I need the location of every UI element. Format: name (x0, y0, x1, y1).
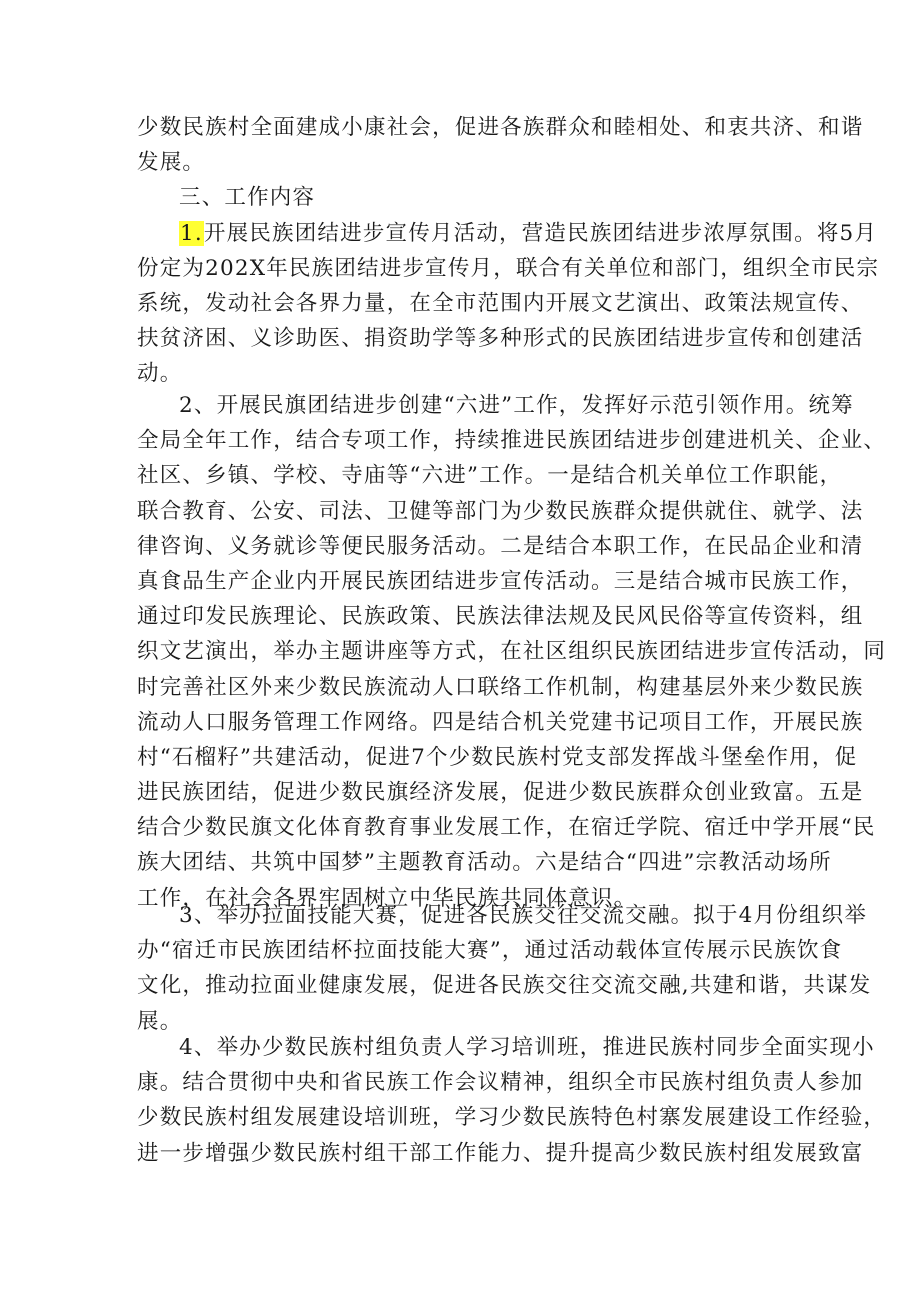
paragraph-line: 扶贫济困、义诊助医、捐资助学等多种形式的民族团结进步宣传和创建活 (137, 326, 864, 352)
paragraph-line: 律咨询、义务就诊等便民服务活动。二是结合本职工作，在民品企业和清 (137, 533, 864, 559)
paragraph-line: 工作，在社会各界牢固树立中华民族共同体意识。 (137, 885, 637, 911)
paragraph-line (137, 216, 878, 251)
paragraph-line: 进民族团结，促进少数民旗经济发展，促进少数民族群众创业致富。五是 (137, 780, 864, 806)
paragraph-line: 康。结合贯彻中央和省民族工作会议精神，组织全市民族村组负责人参加 (137, 1070, 864, 1096)
document-body (137, 110, 880, 392)
paragraph-line: 社区、乡镇、学校、寺庙等“六进”工作。一是结合机关单位工作职能， (137, 463, 843, 489)
paragraph-line: 通过印发民族理论、民族政策、民族法律法规及民风民俗等宣传资料，组 (137, 604, 864, 630)
paragraph-line: 全局全年工作，结合专项工作，持续推进民族团结进步创建进机关、企业、 (137, 428, 887, 454)
paragraph-line: 4、举办少数民族村组负责人学习培训班，推进民族村同步全面实现小 (179, 1035, 875, 1060)
paragraph-line: 村“石榴籽”共建活动，促进7个少数民族村党支部发挥战斗堡垒作用，促 (137, 744, 858, 770)
paragraph-line: 进一步增强少数民族村组干部工作能力、提升提高少数民族村组发展致富 (137, 1140, 864, 1166)
paragraph-line: 展。 (137, 1008, 183, 1034)
paragraph-line: 份定为202X年民族团结进步宣传月，联合有关单位和部门，组织全市民宗 (137, 255, 880, 281)
paragraph-line: 动。 (137, 361, 183, 387)
paragraph-line: 3、举办拉面技能大赛，促进各民族交往交流交融。拟于4月份组织举 (179, 903, 868, 928)
paragraph-line: 文化，推动拉面业健康发展，促进各民族交往交流交融,共建和谐，共谋发 (137, 973, 872, 999)
paragraph-text: 开展民族团结进步宣传月活动，营造民族团结进步浓厚氛围。将5月 (203, 220, 878, 246)
paragraph-line: 少数民族村全面建成小康社会，促进各族群众和睦相处、和衷共济、和谐 (137, 115, 864, 140)
paragraph-line: 流动人口服务管理工作网络。四是结合机关党建书记项目工作，开展民族 (137, 709, 864, 735)
paragraph-line: 2、开展民旗团结进步创建“六进”工作，发挥好示范引领作用。统筹 (179, 393, 854, 418)
document-body-4 (137, 1030, 887, 1171)
paragraph-line: 织文艺演出，举办主题讲座等方式，在社区组织民族团结进步宣传活动，同 (137, 639, 887, 665)
paragraph-line: 族大团结、共筑中国梦”主题教育活动。六是结合“四进”宗教活动场所 (137, 850, 832, 876)
document-body-3 (137, 898, 872, 1039)
paragraph-line: 系统，发动社会各界力量，在全市范围内开展文艺演出、政策法规宣传、 (137, 290, 864, 316)
paragraph-line: 办“宿迁市民族团结杯拉面技能大赛”，通过活动载体宣传展示民族饮食 (137, 938, 843, 964)
section-heading: 三、工作内容 (179, 185, 316, 211)
paragraph-line: 发展。 (137, 150, 206, 176)
paragraph-line: 结合少数民旗文化体育教育事业发展工作，在宿迁学院、宿迁中学开展“民 (137, 815, 876, 841)
highlighted-number: 1. (180, 220, 203, 246)
paragraph-line: 真食品生产企业内开展民族团结进步宣传活动。三是结合城市民族工作， (137, 568, 864, 594)
paragraph-line: 联合教育、公安、司法、卫健等部门为少数民族群众提供就住、就学、法 (137, 498, 864, 524)
paragraph-line: 少数民族村组发展建设培训班，学习少数民族特色村寨发展建设工作经验， (137, 1105, 887, 1131)
paragraph-line: 时完善社区外来少数民族流动人口联络工作机制，构建基层外来少数民族 (137, 674, 864, 700)
